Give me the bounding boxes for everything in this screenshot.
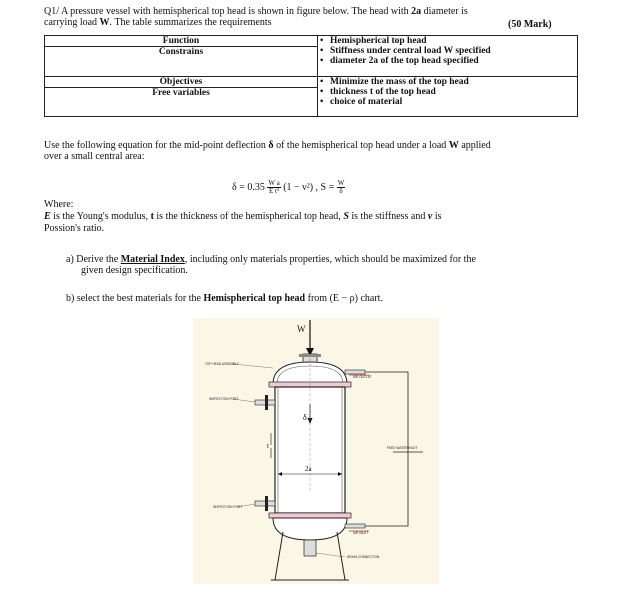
part-a-line-2: given design specification. [81, 265, 188, 276]
drain-nozzle [304, 540, 316, 556]
air-inlet-label: AIR INLET [353, 531, 369, 535]
fraction-w-delta: $\frac{W}{\delta}$ [337, 179, 345, 195]
constraint-item: • diameter 2a of the top head specified [320, 56, 575, 66]
objectives-label: Objectives [159, 77, 203, 87]
thickness-label: t [267, 442, 269, 450]
question-line-2: carrying load W. The table summarizes the requirements [44, 17, 272, 28]
top-flange [299, 354, 321, 357]
question-line-1: Q1/ A pressure vessel with hemispherical top head is shown in figure below. The head with 2a diameter is [44, 6, 468, 17]
function-item: • Hemispherical top head [320, 36, 575, 46]
intro-line-2: over a small central area: [44, 151, 145, 162]
free-variables-label: Free variables [45, 87, 317, 98]
where-line-1: E is the Young's modulus, t is the thickness of the hemispherical top head, S is the stiffness and ν is [44, 211, 442, 222]
bottom-flange-band [269, 513, 351, 518]
top-head-assembly-label: TOP HEAD ASSEMBLY [205, 362, 239, 366]
free-variable-item: • choice of material [320, 97, 575, 107]
free-variable-item: • thickness t of the top head [320, 87, 575, 97]
table-row-function-constraints [45, 36, 578, 77]
inspection-port-bottom-label: INSPECTION PORT [213, 505, 243, 509]
requirements-table [44, 35, 578, 117]
fraction-wa-et2: $\frac{\text{W a}}{\text{E t²}}$ [268, 179, 280, 195]
constraints-label: Constrains [158, 47, 204, 57]
marks-label: (50 Mark) [508, 19, 552, 30]
vessel-drawing [193, 318, 439, 584]
where-label: Where: [44, 199, 74, 210]
table-row-objectives-free [45, 77, 578, 117]
where-line-2: Possion's ratio. [44, 223, 105, 234]
intro-line-1: Use the following equation for the mid-point deflection δ of the hemispherical top head under a load W applied [44, 140, 491, 151]
function-label: Function [45, 36, 317, 47]
part-b-line: b) select the best materials for the Hemispherical top head from (E − ρ) chart. [66, 293, 383, 304]
pressure-vessel-diagram [193, 318, 439, 584]
side-label: FEED WATER INLET [387, 446, 418, 450]
w-label: W [297, 324, 306, 334]
inspection-port-top-label: INSPECTION PORT [209, 397, 239, 401]
constraint-item: • Stiffness under central load W specified [320, 46, 575, 56]
air-outlet-label: AIR OUTLET [353, 375, 372, 379]
objective-item: • Minimize the mass of the top head [320, 77, 575, 87]
diameter-label: 2a [305, 465, 312, 473]
drain-connection-label: DRAIN CONNECTION [347, 555, 380, 559]
deflection-equation: δ = 0.35 $\frac{\text{W a}}{\text{E t²}}$ (1 − ν²) , S = $\frac{W}{\delta}$ [232, 179, 345, 195]
bottom-head [273, 518, 347, 540]
delta-label: δ [303, 413, 307, 422]
part-a-line-1: a) Derive the Material Index, including only materials properties, which should be maximized for the [66, 254, 476, 265]
